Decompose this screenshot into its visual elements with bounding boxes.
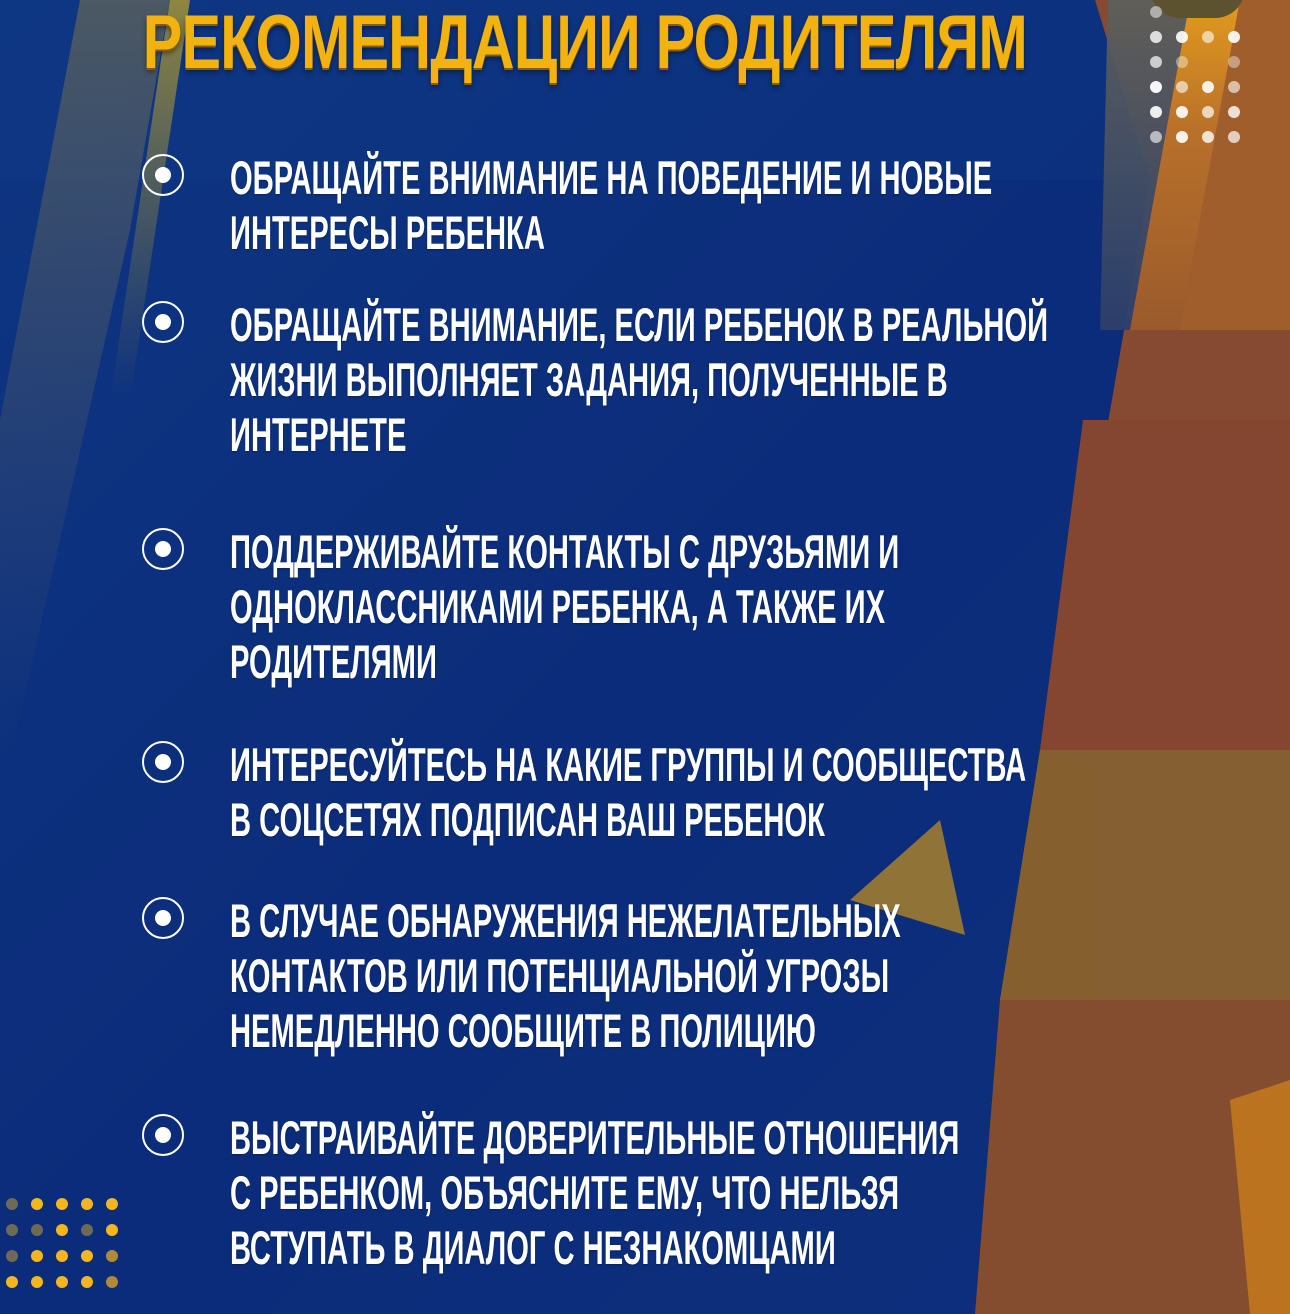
list-item-line: ВЫСТРАИВАЙТЕ ДОВЕРИТЕЛЬНЫЕ ОТНОШЕНИЯ (230, 1111, 960, 1164)
list-item-line: В СОЦСЕТЯХ ПОДПИСАН ВАШ РЕБЕНОК (230, 793, 825, 846)
list-item-line: ЖИЗНИ ВЫПОЛНЯЕТ ЗАДАНИЯ, ПОЛУЧЕННЫЕ В (230, 353, 948, 406)
list-item-line: ОБРАЩАЙТЕ ВНИМАНИЕ, ЕСЛИ РЕБЕНОК В РЕАЛЬНОЙ (230, 298, 1049, 351)
list-item-line: ИНТЕРЕСЫ РЕБЕНКА (230, 206, 545, 259)
list-item-text (230, 297, 1048, 462)
list-item-line: ПОДДЕРЖИВАЙТЕ КОНТАКТЫ С ДРУЗЬЯМИ И (230, 525, 900, 578)
list-item-line: ОДНОКЛАССНИКАМИ РЕБЕНКА, А ТАКЖЕ ИХ (230, 580, 886, 633)
radio-dot-icon (140, 739, 186, 785)
radio-dot-icon (140, 1112, 186, 1158)
radio-dot-icon (140, 152, 186, 198)
list-item-line: РОДИТЕЛЯМИ (230, 635, 437, 688)
list-item-line: ВСТУПАТЬ В ДИАЛОГ С НЕЗНАКОМЦАМИ (230, 1221, 836, 1274)
list-item-line: С РЕБЕНКОМ, ОБЪЯСНИТЕ ЕМУ, ЧТО НЕЛЬЗЯ (230, 1166, 900, 1219)
list-item-text (230, 150, 992, 260)
list-item-line: ИНТЕРНЕТЕ (230, 408, 407, 461)
list-item-line: В СЛУЧАЕ ОБНАРУЖЕНИЯ НЕЖЕЛАТЕЛЬНЫХ (230, 894, 901, 947)
list-item-line: КОНТАКТОВ ИЛИ ПОТЕНЦИАЛЬНОЙ УГРОЗЫ (230, 949, 890, 1002)
list-item-text (230, 1110, 959, 1275)
list-item-line: НЕМЕДЛЕННО СООБЩИТЕ В ПОЛИЦИЮ (230, 1004, 816, 1057)
list-item-line: ИНТЕРЕСУЙТЕСЬ НА КАКИЕ ГРУППЫ И СООБЩЕСТВА (230, 738, 1027, 791)
page-title-text: РЕКОМЕНДАЦИИ РОДИТЕЛЯМ (142, 0, 1028, 85)
list-item-text (230, 737, 1026, 847)
list-item-text (230, 893, 901, 1058)
radio-dot-icon (140, 299, 186, 345)
radio-dot-icon (140, 895, 186, 941)
radio-dot-icon (140, 526, 186, 572)
list-item-line: ОБРАЩАЙТЕ ВНИМАНИЕ НА ПОВЕДЕНИЕ И НОВЫЕ (230, 151, 993, 204)
list-item-text (230, 524, 899, 689)
